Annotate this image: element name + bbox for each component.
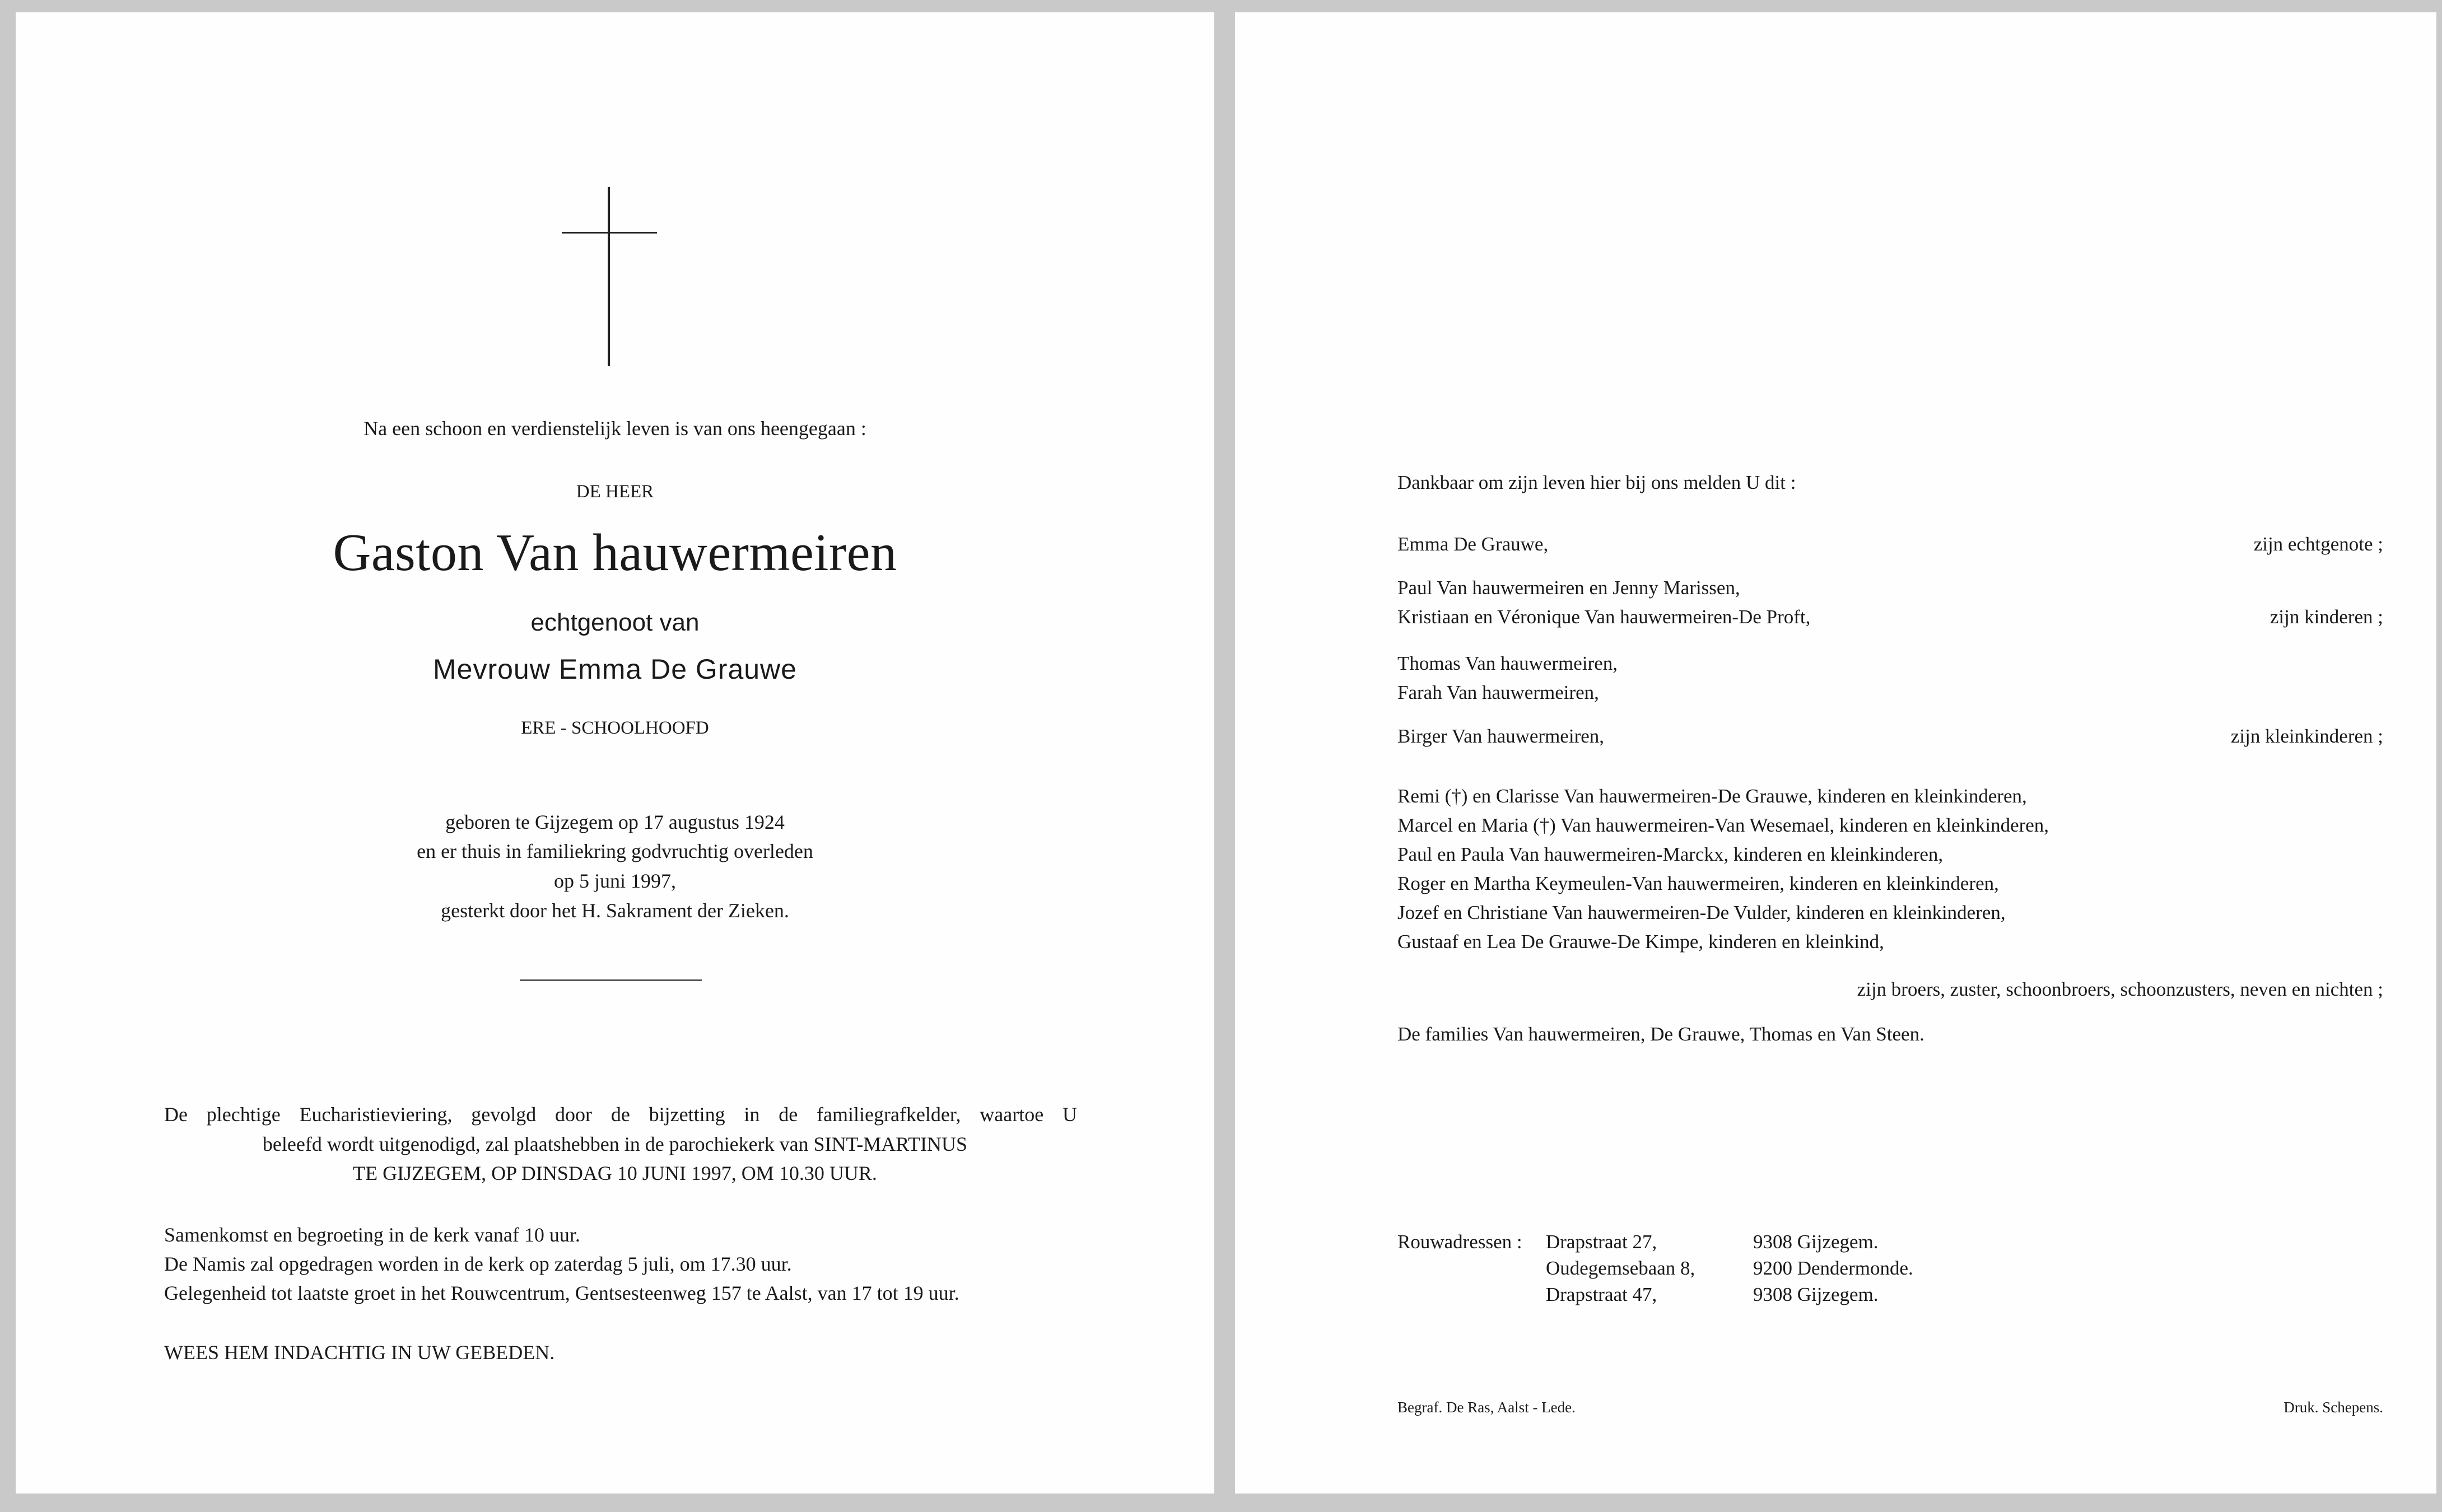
grandchild-line: Farah Van hauwermeiren, bbox=[1397, 682, 1599, 703]
siblings-relation: zijn broers, zuster, schoonbroers, schoonzusters, neven en nichten ; bbox=[1857, 978, 2383, 1000]
life-line: gesterkt door het H. Sakrament der Zieken. bbox=[441, 899, 789, 922]
cross-icon bbox=[608, 187, 610, 366]
left-page bbox=[16, 12, 1214, 1494]
families-line: De families Van hauwermeiren, De Grauwe, Thomas en Van Steen. bbox=[1397, 1023, 1924, 1045]
address-street: Drapstraat 27, bbox=[1546, 1231, 1657, 1253]
role-text: ERE - SCHOOLHOOFD bbox=[521, 718, 709, 738]
intro-text: Na een schoon en verdienstelijk leven is van ons heengegaan : bbox=[363, 417, 866, 440]
sibling-line: Gustaaf en Lea De Grauwe-De Kimpe, kinderen en kleinkind, bbox=[1397, 931, 1884, 953]
note-line: Samenkomst en begroeting in de kerk vanaf 10 uur. bbox=[164, 1224, 580, 1246]
separator-line bbox=[520, 979, 702, 981]
address-street: Drapstraat 47, bbox=[1546, 1284, 1657, 1305]
address-street: Oudegemsebaan 8, bbox=[1546, 1257, 1695, 1279]
thanks-intro: Dankbaar om zijn leven hier bij ons melden U dit : bbox=[1397, 472, 1796, 493]
life-line: geboren te Gijzegem op 17 augustus 1924 bbox=[445, 811, 785, 833]
sibling-line: Paul en Paula Van hauwermeiren-Marckx, kinderen en kleinkinderen, bbox=[1397, 843, 1944, 865]
grandchild-line: Birger Van hauwermeiren, bbox=[1397, 725, 1605, 747]
address-city: 9308 Gijzegem. bbox=[1753, 1284, 1879, 1305]
right-page bbox=[1235, 12, 2436, 1494]
note-line: Gelegenheid tot laatste groet in het Rouwcentrum, Gentsesteenweg 157 te Aalst, van 17 tot 19 uur. bbox=[164, 1282, 959, 1304]
title-text: DE HEER bbox=[576, 482, 654, 502]
ceremony-line: beleefd wordt uitgenodigd, zal plaatshebben in de parochiekerk van SINT-MARTINUS bbox=[262, 1133, 968, 1155]
deceased-name: Gaston Van hauwermeiren bbox=[333, 524, 897, 582]
grandchildren-relation: zijn kleinkinderen ; bbox=[2230, 725, 2383, 747]
grandchild-line: Thomas Van hauwermeiren, bbox=[1397, 652, 1618, 674]
child-line: Kristiaan en Véronique Van hauwermeiren-De Proft, bbox=[1397, 606, 1811, 628]
spouse-name: Emma De Grauwe, bbox=[1397, 533, 1549, 555]
address-city: 9308 Gijzegem. bbox=[1753, 1231, 1879, 1253]
funeral-home-credit: Begraf. De Ras, Aalst - Lede. bbox=[1397, 1399, 1576, 1416]
sibling-line: Jozef en Christiane Van hauwermeiren-De Vulder, kinderen en kleinkinderen, bbox=[1397, 902, 2006, 923]
ceremony-line: TE GIJZEGEM, OP DINSDAG 10 JUNI 1997, OM 10.30 UUR. bbox=[353, 1162, 877, 1184]
cross-icon-bar bbox=[562, 232, 657, 234]
sibling-line: Roger en Martha Keymeulen-Van hauwermeiren, kinderen en kleinkinderen, bbox=[1397, 872, 1999, 894]
children-relation: zijn kinderen ; bbox=[2269, 606, 2383, 628]
note-line: De Namis zal opgedragen worden in de kerk op zaterdag 5 juli, om 17.30 uur. bbox=[164, 1253, 792, 1275]
closing-text: WEES HEM INDACHTIG IN UW GEBEDEN. bbox=[164, 1341, 555, 1364]
sibling-line: Remi (†) en Clarisse Van hauwermeiren-De Grauwe, kinderen en kleinkinderen, bbox=[1397, 785, 2027, 807]
child-line: Paul Van hauwermeiren en Jenny Marissen, bbox=[1397, 577, 1740, 599]
addresses-label: Rouwadressen : bbox=[1397, 1231, 1522, 1253]
spouse-name: Mevrouw Emma De Grauwe bbox=[433, 654, 797, 685]
printer-credit: Druk. Schepens. bbox=[2283, 1399, 2383, 1416]
life-line: op 5 juni 1997, bbox=[553, 870, 676, 892]
address-city: 9200 Dendermonde. bbox=[1753, 1257, 1913, 1279]
ceremony-line: De plechtige Eucharistieviering, gevolgd door de bijzetting in de familiegrafkelder, waartoe U bbox=[164, 1103, 1077, 1126]
sibling-line: Marcel en Maria (†) Van hauwermeiren-Van Wesemael, kinderen en kleinkinderen, bbox=[1397, 814, 2049, 836]
spouse-relation: zijn echtgenote ; bbox=[2253, 533, 2383, 555]
spouse-intro: echtgenoot van bbox=[530, 609, 700, 636]
life-line: en er thuis in familiekring godvruchtig overleden bbox=[417, 840, 813, 862]
